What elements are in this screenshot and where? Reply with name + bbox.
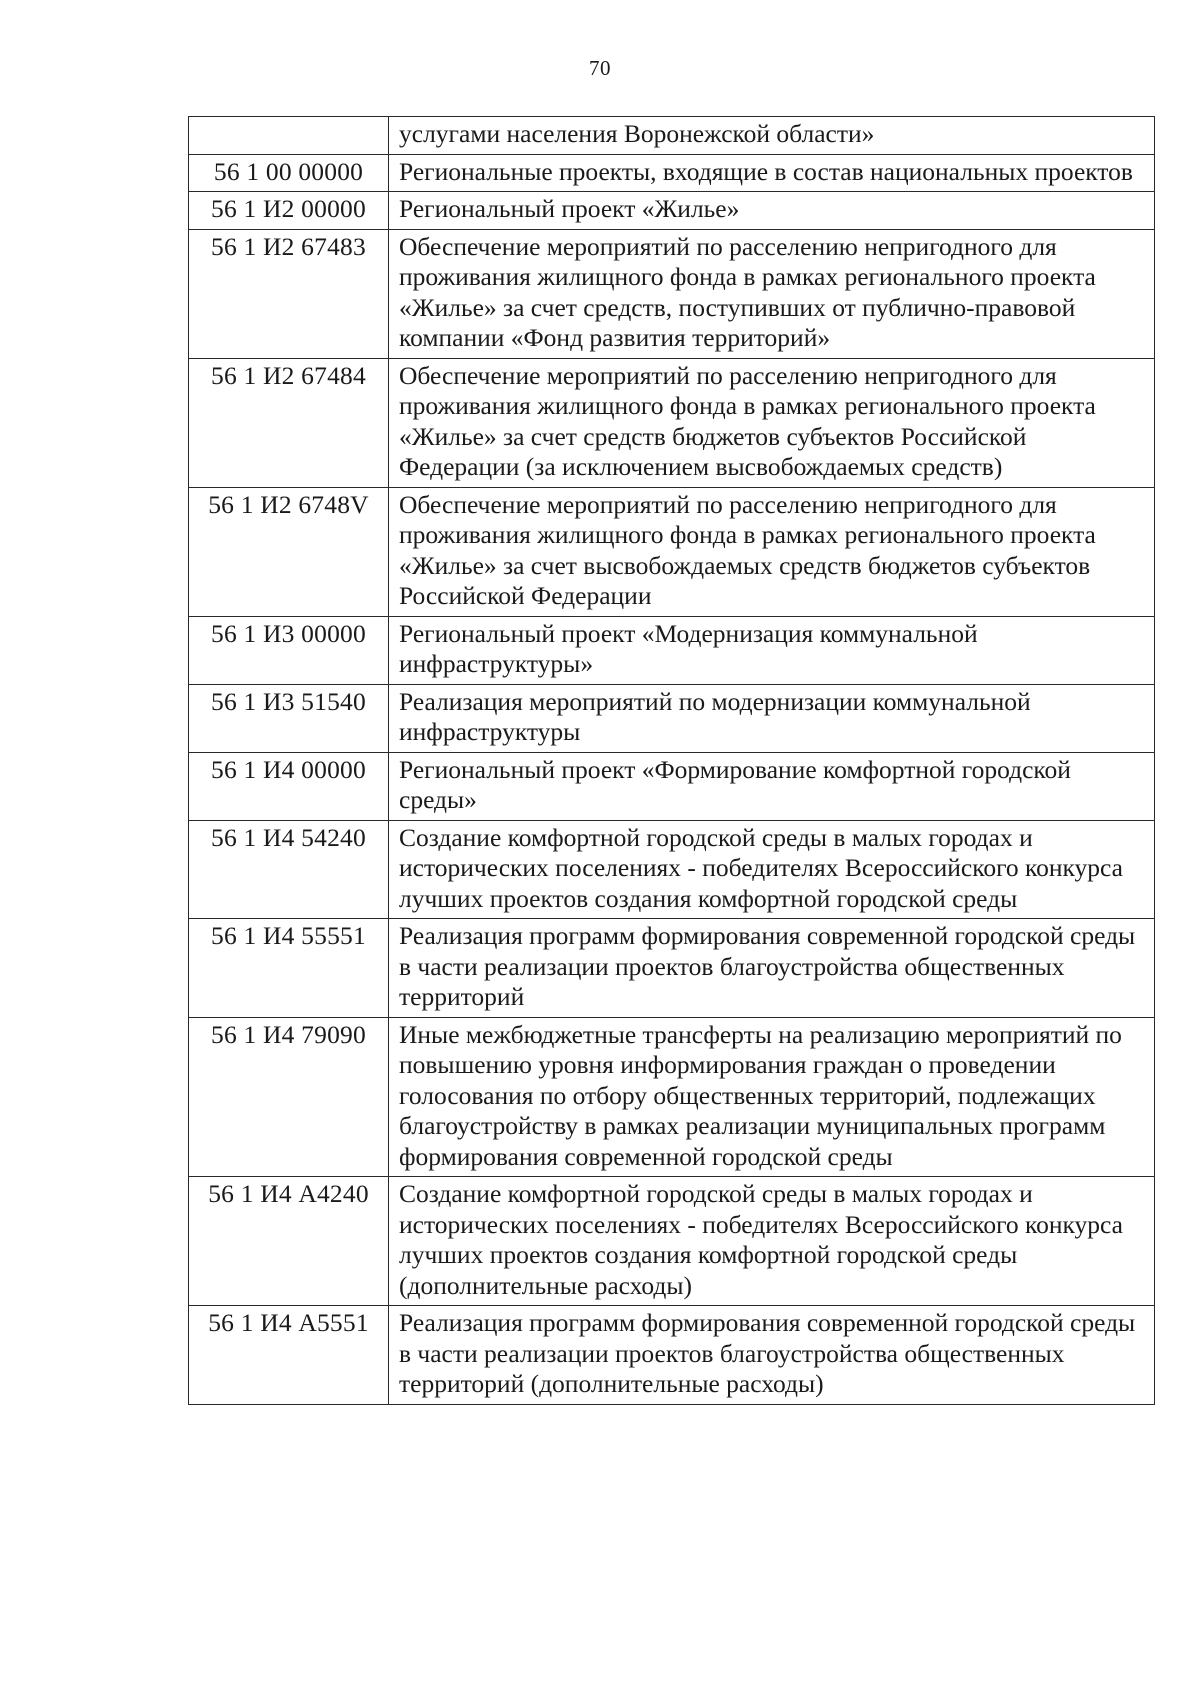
table-row [189,752,1155,820]
table-row [189,154,1155,192]
row-description: Региональный проект «Формирование комфортной городской среды» [389,752,1155,820]
table-row [189,820,1155,919]
row-code: 56 1 И2 67484 [189,358,389,487]
row-description: Иные межбюджетные трансферты на реализацию мероприятий по повышению уровня информирования граждан о проведении голосования по отбору общественных территорий, подлежащих благоустройству в рамках реализации муниципальных программ формирования современной городской среды [389,1017,1155,1177]
row-code: 56 1 И2 00000 [189,192,389,230]
table-row [189,487,1155,616]
row-description: Обеспечение мероприятий по расселению непригодного для проживания жилищного фонда в рамках регионального проекта «Жилье» за счет высвобождаемых средств бюджетов субъектов Российской Федерации [389,487,1155,616]
row-code: 56 1 00 00000 [189,154,389,192]
table-row [189,192,1155,230]
budget-codes-table [188,116,1155,1405]
table-row [189,1017,1155,1177]
row-description: Создание комфортной городской среды в малых городах и исторических поселениях - победителях Всероссийского конкурса лучших проектов создания комфортной городской среды [389,820,1155,919]
page-number: 70 [589,56,611,80]
table-row [189,117,1155,155]
row-code: 56 1 И4 00000 [189,752,389,820]
row-description: Региональный проект «Жилье» [389,192,1155,230]
row-code: 56 1 И4 79090 [189,1017,389,1177]
table-row [189,358,1155,487]
row-description: Создание комфортной городской среды в малых городах и исторических поселениях - победителях Всероссийского конкурса лучших проектов создания комфортной городской среды (дополнительные расходы) [389,1177,1155,1306]
row-code: 56 1 И2 6748V [189,487,389,616]
row-code: 56 1 И4 А5551 [189,1306,389,1405]
row-description: Обеспечение мероприятий по расселению непригодного для проживания жилищного фонда в рамках регионального проекта «Жилье» за счет средств бюджетов субъектов Российской Федерации (за исключением высвобождаемых средств) [389,358,1155,487]
row-description: Реализация мероприятий по модернизации коммунальной инфраструктуры [389,684,1155,752]
row-code: 56 1 И4 54240 [189,820,389,919]
table-row [189,919,1155,1018]
row-description: Реализация программ формирования современной городской среды в части реализации проектов благоустройства общественных территорий [389,919,1155,1018]
row-description: Региональные проекты, входящие в состав национальных проектов [389,154,1155,192]
row-code: 56 1 И2 67483 [189,229,389,358]
table-row [189,1306,1155,1405]
row-code: 56 1 И4 А4240 [189,1177,389,1306]
row-description: Обеспечение мероприятий по расселению непригодного для проживания жилищного фонда в рамках регионального проекта «Жилье» за счет средств, поступивших от публично-правовой компании «Фонд развития территорий» [389,229,1155,358]
row-description: Региональный проект «Модернизация коммунальной инфраструктуры» [389,616,1155,684]
table-row [189,684,1155,752]
row-description: услугами населения Воронежской области» [389,117,1155,155]
table-row [189,1177,1155,1306]
row-code: 56 1 И4 55551 [189,919,389,1018]
row-description: Реализация программ формирования современной городской среды в части реализации проектов благоустройства общественных территорий (дополнительные расходы) [389,1306,1155,1405]
table-row [189,616,1155,684]
row-code: 56 1 И3 00000 [189,616,389,684]
row-code: 56 1 И3 51540 [189,684,389,752]
table-row [189,229,1155,358]
row-code [189,117,389,155]
